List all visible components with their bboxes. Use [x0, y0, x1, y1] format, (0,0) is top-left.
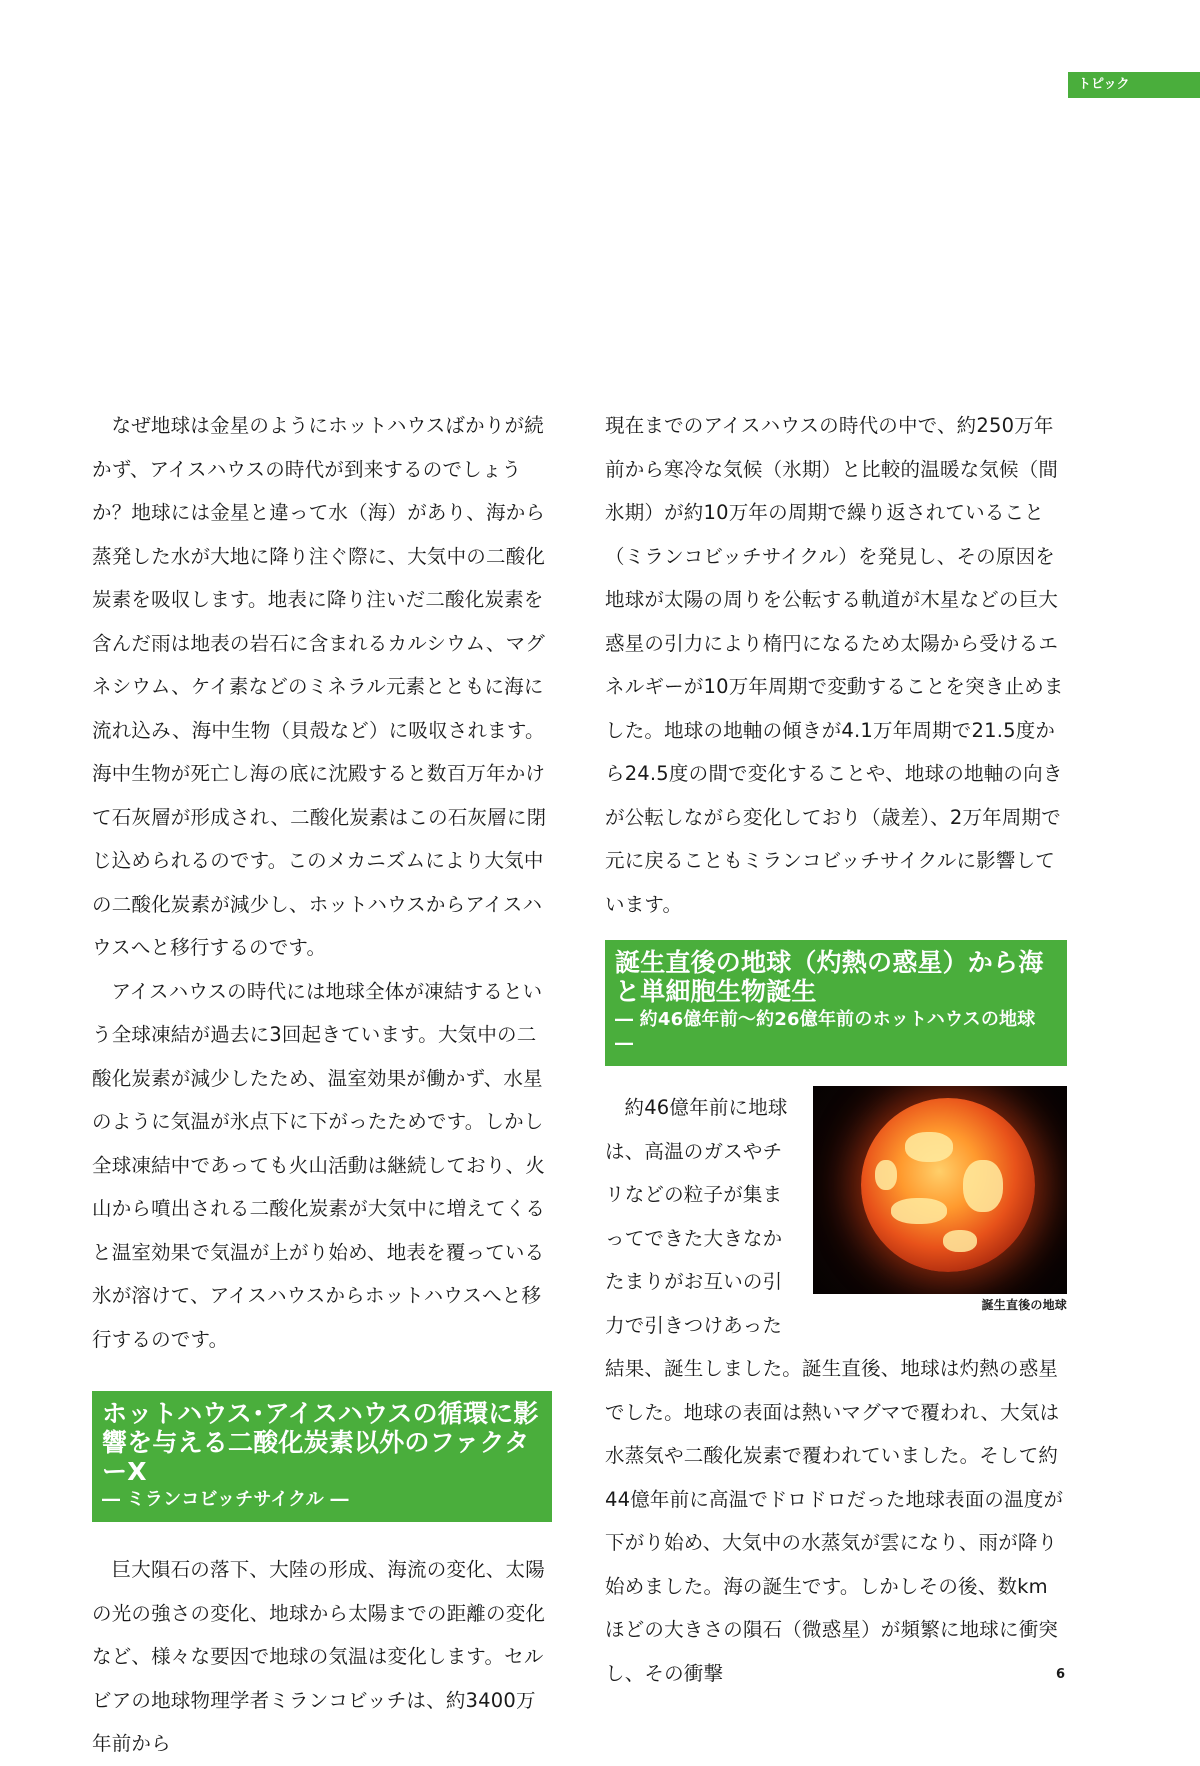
left-paragraph-1: なぜ地球は金星のようにホットハウスばかりが続かず、アイスハウスの時代が到来するのでしょうか？地球には金星と違って水（海）があり、海から蒸発した水が大地に降り注ぐ際に、大気中の二酸化炭素を吸収します。地表に降り注いだ二酸化炭素を含んだ雨は地表の岩石に含まれるカルシウム、マグネシウム、ケイ素などのミネラル元素とともに海に流れ込み、海中生物（貝殻など）に吸収されます。海中生物が死亡し海の底に沈殿すると数百万年かけて石灰層が形成され、二酸化炭素はこの石灰層に閉じ込められるのです。このメカニズムにより大気中の二酸化炭素が減少し、ホットハウスからアイスハウスへと移行するのです。 — [92, 414, 547, 959]
section-heading-milankovitch — [92, 1391, 552, 1522]
figure-text-block — [605, 1086, 1067, 1695]
topic-tab: トピック — [1068, 72, 1200, 98]
magma-spot — [891, 1198, 947, 1224]
section-heading-title: 誕生直後の地球（灼熱の惑星）から海と単細胞生物誕生 — [615, 948, 1044, 1006]
section-heading-title: ホットハウス･アイスハウスの循環に影響を与える二酸化炭素以外のファクターX — [102, 1399, 539, 1486]
right-paragraph-1: 現在までのアイスハウスの時代の中で、約250万年前から寒冷な気候（氷期）と比較的温暖な気候（間氷期）が約10万年の周期で繰り返されていること（ミランコビッチサイクル）を発見し、その原因を地球が太陽の周りを公転する軌道が木星などの巨大惑星の引力により楕円になるため太陽から受けるエネルギーが10万年周期で変動することを突き止めました。地球の地軸の傾きが4.1万年周期で21.5度から24.5度の間で変化することや、地球の地軸の向きが公転しながら変化しており（歳差）、2万年周期で元に戻ることもミランコビッチサイクルに影響しています。 — [605, 414, 1064, 916]
magma-spot — [943, 1230, 977, 1252]
left-paragraph-2: アイスハウスの時代には地球全体が凍結するという全球凍結が過去に3回起きています。大気中の二酸化炭素が減少したため、温室効果が働かず、水星のように気温が氷点下に下がったためです。しかし全球凍結中であっても火山活動は継続しており、火山から噴出される二酸化炭素が大気中に増えてくると温室効果で気温が上がり始め、地表を覆っている氷が溶けて、アイスハウスからホットハウスへと移行するのです。 — [92, 979, 546, 1351]
left-column — [92, 404, 552, 1766]
section-heading-subtitle: ― 約46億年前～約26億年前のホットハウスの地球 ― — [615, 1009, 1036, 1054]
molten-earth-image — [813, 1086, 1067, 1294]
magma-spot — [905, 1132, 953, 1162]
magma-spot — [963, 1160, 1003, 1212]
magma-spot — [875, 1160, 897, 1190]
left-paragraph-3: 巨大隕石の落下、大陸の形成、海流の変化、太陽の光の強さの変化、地球から太陽までの距離の変化など、様々な要因で地球の気温は変化します。セルビアの地球物理学者ミランコビッチは、約3400万年前から — [92, 1558, 546, 1755]
early-earth-figure — [813, 1086, 1067, 1314]
page-number: 6 — [1056, 1667, 1066, 1682]
figure-caption: 誕生直後の地球 — [981, 1298, 1067, 1312]
section-heading-subtitle: ― ミランコビッチサイクル ― — [102, 1489, 349, 1510]
section-heading-early-earth — [605, 940, 1067, 1066]
right-paragraph-2: 約46億年前に地球は、高温のガスやチリなどの粒子が集まってできた大きなかたまりがお互いの引力で引きつけあった結果、誕生しました。誕生直後、地球は灼熱の惑星でした。地球の表面は熱いマグマで覆われ、大気は水蒸気や二酸化炭素で覆われていました。そして約44億年前に高温でドロドロだった地球表面の温度が下がり始め、大気中の水蒸気が雲になり、雨が降り始めました。海の誕生です。しかしその後、数kmほどの大きさの隕石（微惑星）が頻繁に地球に衝突し、その衝撃 — [605, 1096, 1064, 1685]
right-column — [605, 404, 1067, 1695]
